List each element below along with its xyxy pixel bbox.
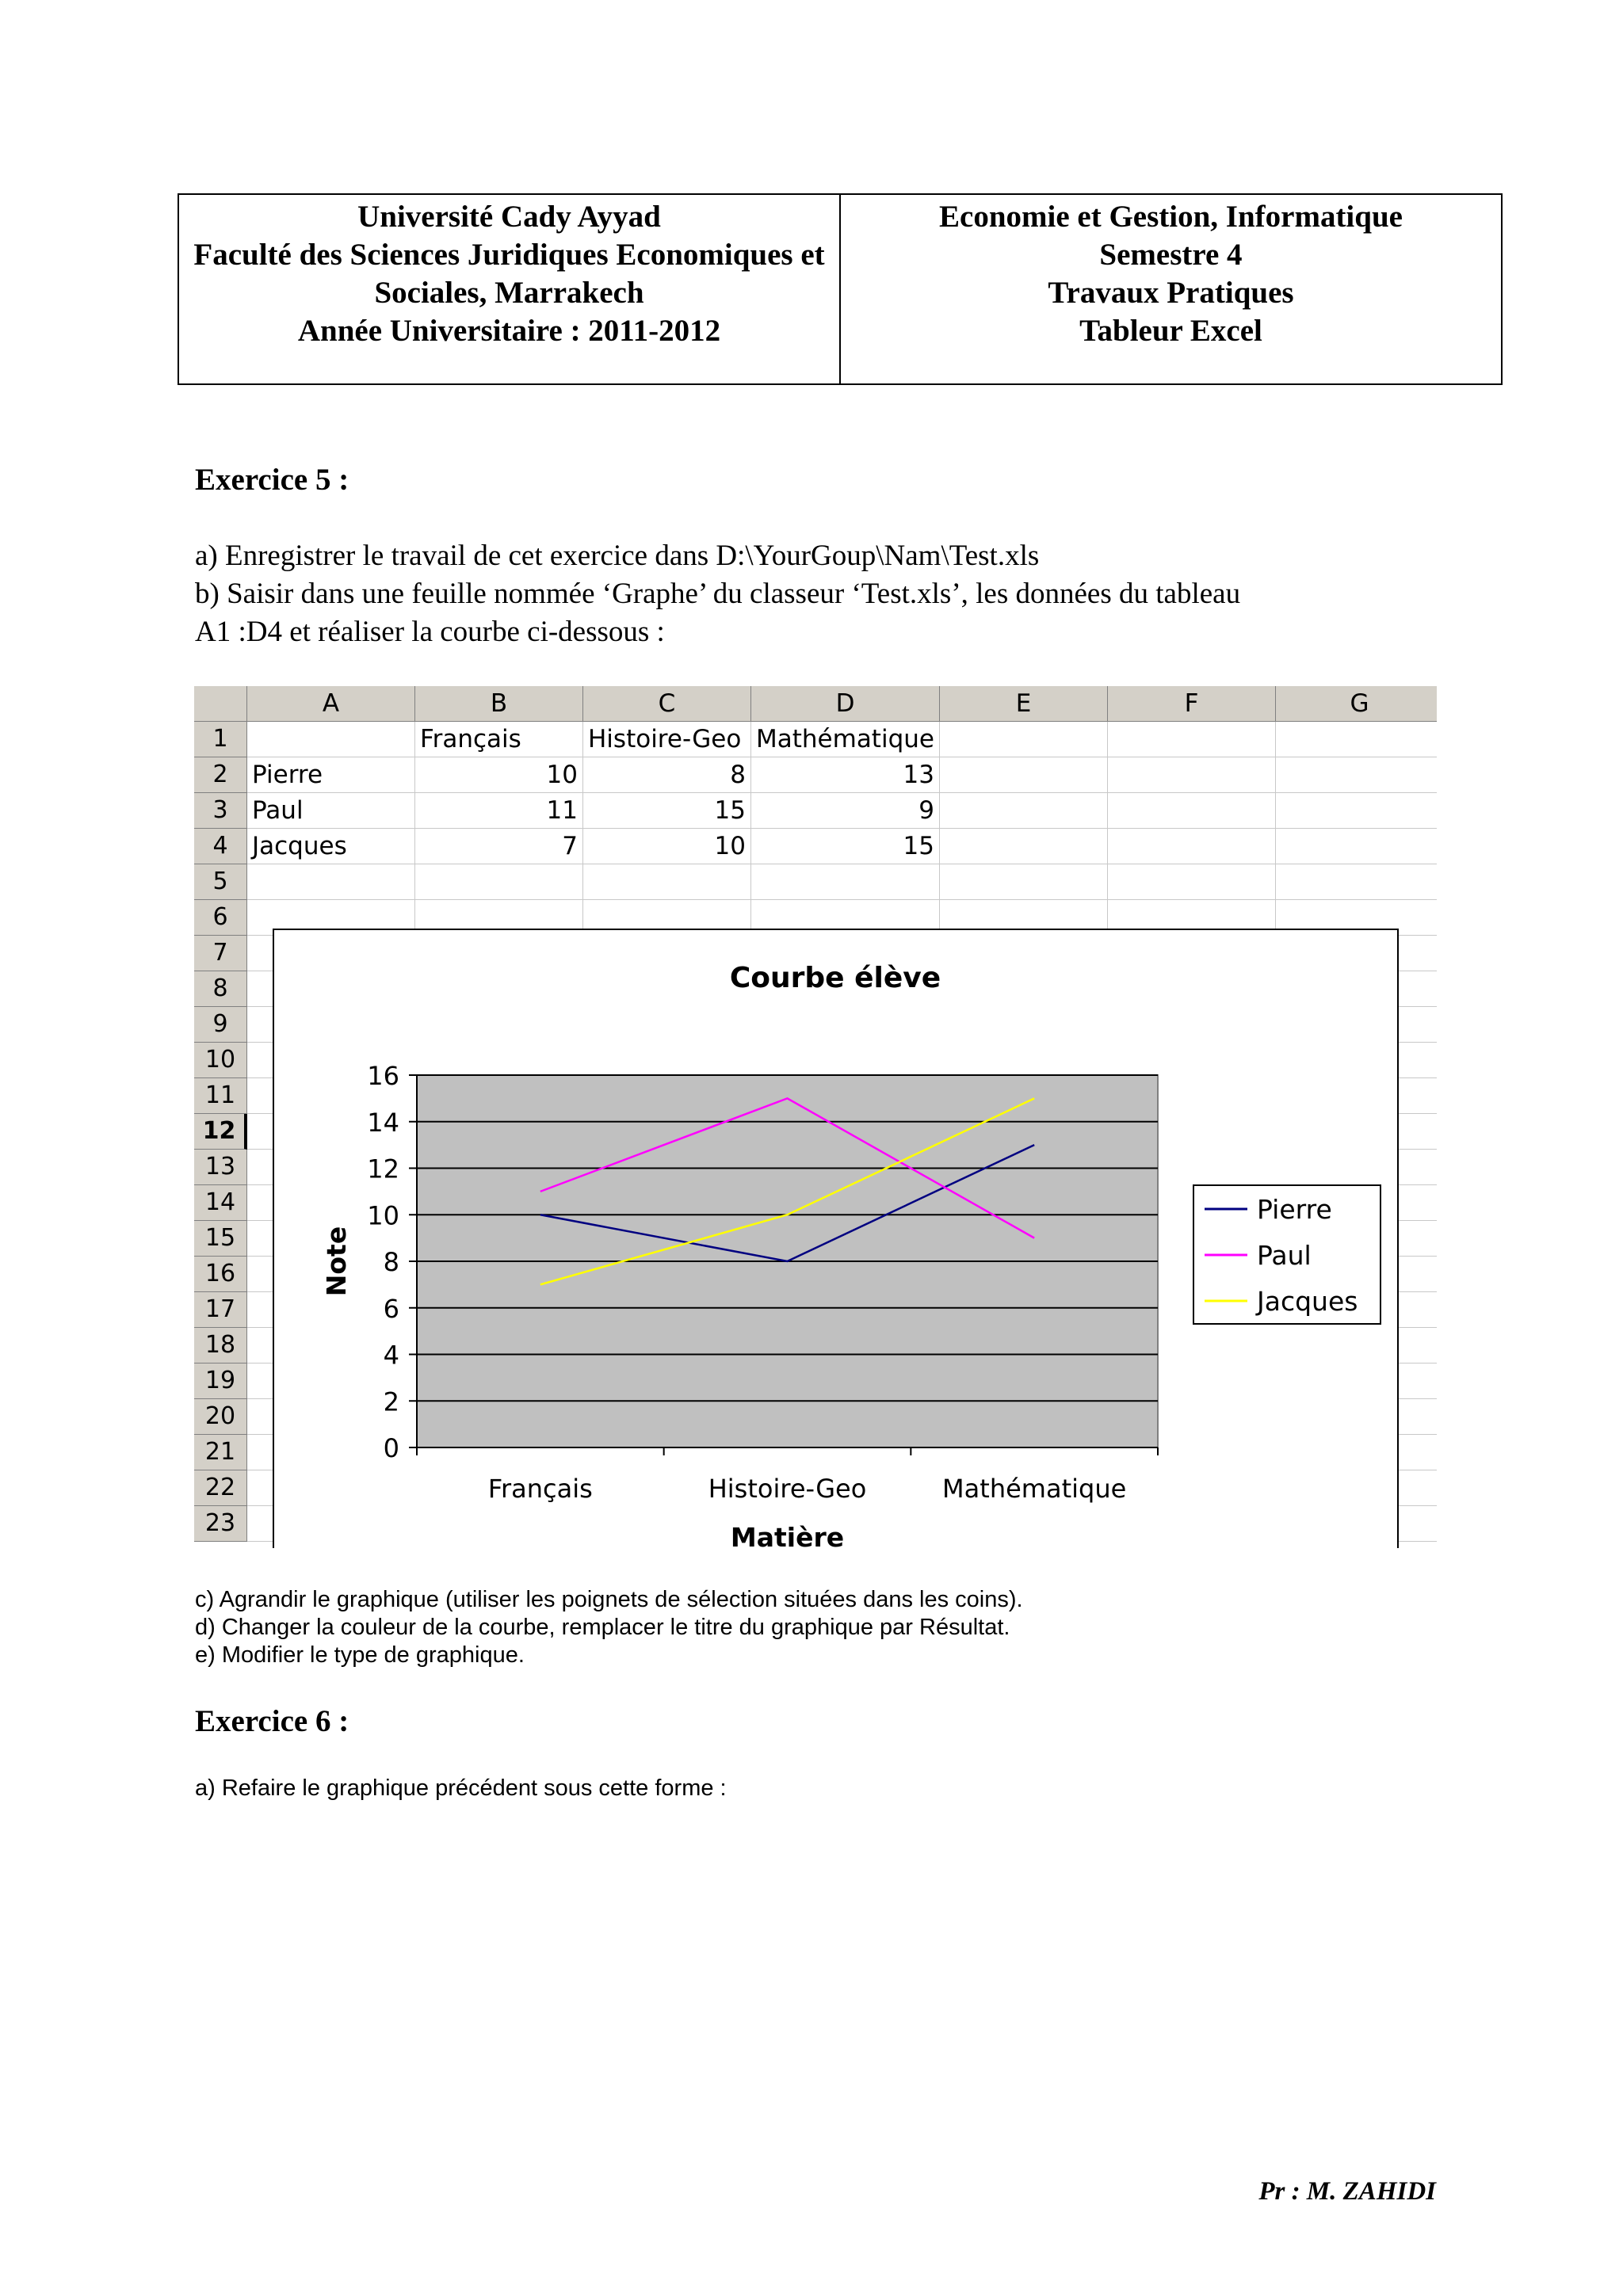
row-header-17[interactable]: 17 <box>194 1292 247 1328</box>
cell-A5[interactable] <box>247 864 415 900</box>
x-axis-label: Matière <box>730 1522 845 1548</box>
header-table <box>178 193 1503 385</box>
y-tick-label-16: 16 <box>367 1061 399 1091</box>
cell-A1[interactable] <box>247 722 415 757</box>
cell-E5[interactable] <box>940 864 1108 900</box>
row-header-4[interactable]: 4 <box>194 829 247 864</box>
cell-E4[interactable] <box>940 829 1108 864</box>
row-header-11[interactable]: 11 <box>194 1078 247 1114</box>
topic: Tableur Excel <box>1079 314 1262 348</box>
row-header-18[interactable]: 18 <box>194 1328 247 1363</box>
exercise6-title: Exercice 6 : <box>195 1704 349 1738</box>
x-tick-label-0: Français <box>487 1474 593 1504</box>
column-header-D[interactable]: D <box>751 686 940 722</box>
faculty-line-2: Sociales, Marrakech <box>374 276 644 310</box>
row-header-8[interactable]: 8 <box>194 971 247 1007</box>
x-tick-label-1: Histoire-Geo <box>708 1474 867 1504</box>
column-header-C[interactable]: C <box>583 686 751 722</box>
legend-label-jacques: Jacques <box>1257 1286 1358 1317</box>
cell-F3[interactable] <box>1108 793 1276 829</box>
row-header-13[interactable]: 13 <box>194 1150 247 1185</box>
x-tick-label-2: Mathématique <box>942 1474 1127 1504</box>
cell-D2[interactable]: 13 <box>751 757 940 793</box>
select-all-corner[interactable] <box>194 686 247 722</box>
chart-canvas <box>274 930 1397 1548</box>
y-axis-label: Note <box>321 1226 352 1297</box>
cell-D3[interactable]: 9 <box>751 793 940 829</box>
cell-F2[interactable] <box>1108 757 1276 793</box>
cell-B4[interactable]: 7 <box>415 829 583 864</box>
university-name: Université Cady Ayyad <box>357 200 661 234</box>
exercise5-line-e: e) Modifier le type de graphique. <box>195 1642 525 1668</box>
row-header-2[interactable]: 2 <box>194 757 247 793</box>
signature: Pr : M. ZAHIDI <box>1258 2177 1436 2206</box>
column-header-A[interactable]: A <box>247 686 415 722</box>
row-header-5[interactable]: 5 <box>194 864 247 900</box>
column-header-F[interactable]: F <box>1108 686 1276 722</box>
exercise5-line-b1: b) Saisir dans une feuille nommée ‘Graphe’ du classeur ‘Test.xls’, les données du tableau <box>195 578 1241 610</box>
cell-E1[interactable] <box>940 722 1108 757</box>
cell-A2[interactable]: Pierre <box>247 757 415 793</box>
row-header-16[interactable]: 16 <box>194 1257 247 1292</box>
exercise6-line-a: a) Refaire le graphique précédent sous cette forme : <box>195 1775 727 1801</box>
cell-B3[interactable]: 11 <box>415 793 583 829</box>
row-header-23[interactable]: 23 <box>194 1506 247 1542</box>
row-header-7[interactable]: 7 <box>194 936 247 971</box>
chart-title: Courbe élève <box>729 962 941 994</box>
cell-D5[interactable] <box>751 864 940 900</box>
exercise5-title: Exercice 5 : <box>195 463 349 497</box>
cell-F5[interactable] <box>1108 864 1276 900</box>
exercise5-line-d: d) Changer la couleur de la courbe, remplacer le titre du graphique par Résultat. <box>195 1615 1010 1640</box>
cell-C5[interactable] <box>583 864 751 900</box>
row-header-14[interactable]: 14 <box>194 1185 247 1221</box>
header-right <box>839 195 1501 383</box>
row-header-3[interactable]: 3 <box>194 793 247 829</box>
cell-G3[interactable] <box>1276 793 1437 829</box>
cell-C3[interactable]: 15 <box>583 793 751 829</box>
cell-B2[interactable]: 10 <box>415 757 583 793</box>
cell-G2[interactable] <box>1276 757 1437 793</box>
course-name: Economie et Gestion, Informatique <box>939 200 1403 234</box>
y-tick-label-10: 10 <box>367 1200 399 1231</box>
cell-F4[interactable] <box>1108 829 1276 864</box>
row-header-9[interactable]: 9 <box>194 1007 247 1043</box>
row-header-21[interactable]: 21 <box>194 1435 247 1470</box>
row-header-19[interactable]: 19 <box>194 1363 247 1399</box>
row-header-1[interactable]: 1 <box>194 722 247 757</box>
cell-F1[interactable] <box>1108 722 1276 757</box>
row-header-12[interactable]: 12 <box>194 1114 247 1150</box>
line-chart <box>273 929 1399 1548</box>
column-header-E[interactable]: E <box>940 686 1108 722</box>
academic-year: Année Universitaire : 2011-2012 <box>297 314 721 348</box>
row-header-15[interactable]: 15 <box>194 1221 247 1257</box>
cell-C1[interactable]: Histoire-Geo <box>583 722 751 757</box>
y-tick-label-12: 12 <box>367 1154 399 1184</box>
cell-E2[interactable] <box>940 757 1108 793</box>
y-tick-label-14: 14 <box>367 1107 399 1138</box>
cell-G4[interactable] <box>1276 829 1437 864</box>
row-header-6[interactable]: 6 <box>194 900 247 936</box>
cell-A4[interactable]: Jacques <box>247 829 415 864</box>
cell-C4[interactable]: 10 <box>583 829 751 864</box>
cell-G5[interactable] <box>1276 864 1437 900</box>
y-tick-label-4: 4 <box>383 1340 399 1371</box>
exercise5-line-b2: A1 :D4 et réaliser la courbe ci-dessous : <box>195 616 665 648</box>
faculty-line-1: Faculté des Sciences Juridiques Economiques et <box>193 238 825 272</box>
cell-G1[interactable] <box>1276 722 1437 757</box>
row-header-22[interactable]: 22 <box>194 1470 247 1506</box>
header-left <box>179 195 839 383</box>
row-header-10[interactable]: 10 <box>194 1043 247 1078</box>
column-header-B[interactable]: B <box>415 686 583 722</box>
cell-A3[interactable]: Paul <box>247 793 415 829</box>
spreadsheet-screenshot <box>194 686 1437 1548</box>
legend-label-paul: Paul <box>1257 1240 1312 1271</box>
cell-D4[interactable]: 15 <box>751 829 940 864</box>
cell-E3[interactable] <box>940 793 1108 829</box>
y-tick-label-2: 2 <box>383 1386 399 1417</box>
y-tick-label-6: 6 <box>383 1293 399 1324</box>
semester: Semestre 4 <box>1099 238 1243 272</box>
legend-label-pierre: Pierre <box>1257 1194 1332 1225</box>
cell-B1[interactable]: Français <box>415 722 583 757</box>
cell-B5[interactable] <box>415 864 583 900</box>
y-tick-label-8: 8 <box>383 1247 399 1277</box>
cell-C2[interactable]: 8 <box>583 757 751 793</box>
exercise5-line-a: a) Enregistrer le travail de cet exercice dans D:\YourGoup\Nam\Test.xls <box>195 540 1040 572</box>
cell-D1[interactable]: Mathématique <box>751 722 940 757</box>
column-header-G[interactable]: G <box>1276 686 1437 722</box>
session-type: Travaux Pratiques <box>1048 276 1294 310</box>
y-tick-label-0: 0 <box>383 1433 399 1463</box>
exercise5-line-c: c) Agrandir le graphique (utiliser les poignets de sélection situées dans les coins). <box>195 1587 1023 1612</box>
row-header-20[interactable]: 20 <box>194 1399 247 1435</box>
